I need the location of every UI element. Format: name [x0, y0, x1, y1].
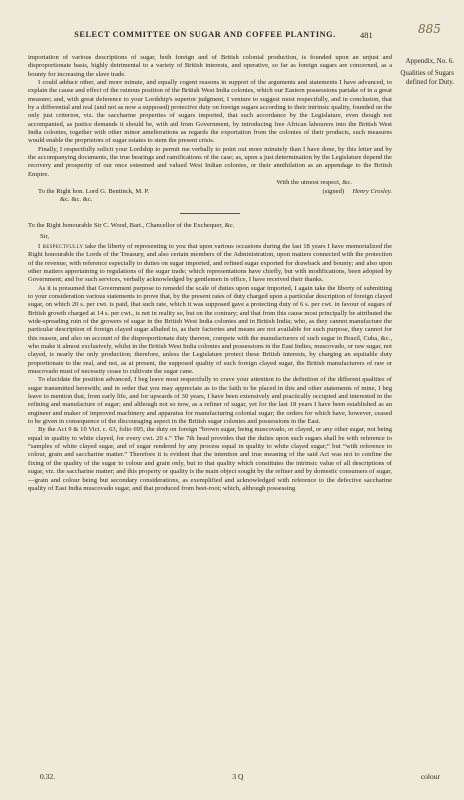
- footer-catchword: colour: [420, 772, 440, 781]
- signed-label: (signed): [322, 187, 345, 195]
- letter2-paragraph-4: By the Act 9 & 10 Vict. c. 63, folio 695, the duty on foreign “brown sugar, being muscovado, or clayed, or any other sugar, not being equal in quality to white clayed, for every cwt. 20 s.” The 7th head provides that the duties upon such sugars shall be with reference to “samples of white clayed sugar, and of sugar rendered by any process equal in quality to white clayed sugar;” but “with reference to colour, grain and saccharine matter.” Therefore it is evident that the intention and true meaning of the said Act was not to confine the fixing of the quality of the sugar to colour and grain only, but to that quality which constitutes the intrinsic value of all descriptions of sugar, viz. the saccharine matter; and this property or quality is the main object sought by the refiner and by domestic consumers of sugar,—grain and colour being but secondary considerations, as exemplified and acknowledged with reference to the defective saccharine quality of East India muscovado sugar, and that produced from beet-root; which, although possessing: [28, 426, 392, 492]
- margin-note-appendix: Appendix, No. 6.: [405, 57, 454, 65]
- running-header: SELECT COMMITTEE ON SUGAR AND COFFEE PLANTING.: [74, 30, 336, 39]
- footer-signature-mark: 3 Q: [232, 772, 244, 781]
- letter2-lead-words: I respectfully: [38, 242, 84, 250]
- letter2-addressee: To the Right honourable Sir C. Wood, Bart., Chancellor of the Exchequer, &c.: [28, 222, 235, 230]
- letter1-closing: With the utmost respect, &c.: [276, 179, 352, 187]
- letter2-paragraph-1: [28, 243, 392, 285]
- letter1-paragraph-2: I could adduce other, and more minute, and equally cogent reasons in support of the arguments and statements I have advanced, to explain the cause and effect of the ruinous position of the British West India colonies, which our Eastern possessions partake of in a great measure; and, with great deference to your Lordship's superior judgment, I venture to suggest most respectfully, and in conclusion, that by a differential and real (and not as now a supposed) protective duty on foreign sugars according to their intrinsic quality, founded on the only just criterion, viz. the saccharine properties of sugars imported, that such accordance by the Legislature, even though not accompanied, as justice demands it should be, with aid from Government, by introducing free African labourers into the British West India colonies, together with other minor ameliorations as regards the exportation from the colonies of their products, such measures would enable the proprietors of sugar estates to stem the present crisis.: [28, 79, 392, 145]
- letter1-signature-line: [28, 188, 392, 196]
- page-number: 481: [360, 30, 373, 40]
- letter1-recipient: To the Right hon. Lord G. Bentinck, M. P.: [38, 187, 150, 195]
- letter1-paragraph-1: importation of various descriptions of sugar, both foreign and of British colonial production, is founded upon an unjust and disproportionate basis, highly detrimental to a variety of British interests, and operative, so far as foreign sugars are concerned, as a bounty for increasing the slave trade.: [28, 54, 392, 78]
- letter2-paragraph-2: As it is presumed that Government purpose to remedel the scale of duties upon sugar imported, I again take the liberty of submitting to your consideration various statements to prove that, by the present rates of duty charged upon a particular description of foreign clayed sugar, on which 20 s. per cwt. is paid, that such rate, which it was supposed gave a protecting duty of 6 s. per cwt. in favour of sugars of British growth charged at 14 s. per cwt., is not in reality so, but on the contrary; and that from this cause most principally be attributed the wide-spreading ruin of the growers of sugar in the British West India colonies and in British India; who, as they cannot manufacture the particular description of foreign clayed sugar alluded to, as their factories and means are not available for such purpose, they cannot for this reason, and also on account of the disproportionate duty thereon, compete with the manufacturers of such sugar in Brazil, Cuba, &c., who make it almost exclusively, whilst in the British West India colonies and possessions in the East Indies, muscovado, or raw sugar, not clayed, is nearly the only production; therefore, unless the Legislature protect these British interests, by charging an equitable duty proportionate to the real, and not, as at present, the supposed quality of such foreign clayed sugar, the British manufacturers of raw or muscovado must of necessity cease to cultivate the sugar cane.: [28, 284, 392, 376]
- section-divider: [180, 213, 240, 214]
- letter2-salutation: Sir,: [40, 232, 50, 240]
- page-footer: [40, 772, 440, 781]
- letter2-paragraph-3: To elucidate the position advanced, I beg leave most respectfully to crave your attention to the definition of the different qualities of sugar transmitted herewith; and in order that you may appreciate as to the faith to be placed in this and other statements of mine, I beg leave to mention that, from early life, and for upwards of 30 years, I have been extensively and practically occupied and interested in the refining and manufacture of sugar; and although not so now, as a refiner of sugar, yet for the last 18 years I have been established as an engineer and maker of improved machinery and apparatus for manufacturing colonial sugar; the orders for which have, however, ceased to be given in consequence of the discouraging aspect in the British sugar colonies and possessions in the East.: [28, 376, 392, 426]
- body-text: [28, 54, 392, 493]
- signature-name: Henry Crosley.: [352, 187, 392, 195]
- letter1-etc: &c. &c. &c.: [60, 195, 93, 203]
- letter1-paragraph-3: Finally, I respectfully solicit your Lordship to permit me verbally to point out more minutely than I have done, by this letter and by the accompanying documents, the true bearings and ramifications of the case; as, upon a just determination by the Legislature depend the recovery and prosperity of our once esteemed and valued West Indian colonies, or their annihilation as an appendage to the British Empire.: [28, 145, 392, 178]
- letter2-paragraph-1-text: take the liberty of representing to you that upon various occasions during the last 18 years I have memorialized the Right honourable the Lords of the Treasury, and also certain members of the Administration, upon matters connected with the protection of the revenue, with reference especially to duties on sugar imported, and refined sugar exported for drawback and bounty; and also upon other matters appertaining to regulations of the sugar trade; which representations have chiefly, but with modifications, been adopted by Government; and for such services, verbally acknowledged by gentlemen in office, I have received their thanks.: [28, 242, 392, 284]
- margin-note-qualities: Qualities of Sugars defined for Duty.: [400, 69, 454, 86]
- letter1-signed-block: [322, 188, 392, 196]
- handwritten-folio-number: 885: [418, 22, 441, 36]
- footer-left: 0.32.: [40, 772, 55, 781]
